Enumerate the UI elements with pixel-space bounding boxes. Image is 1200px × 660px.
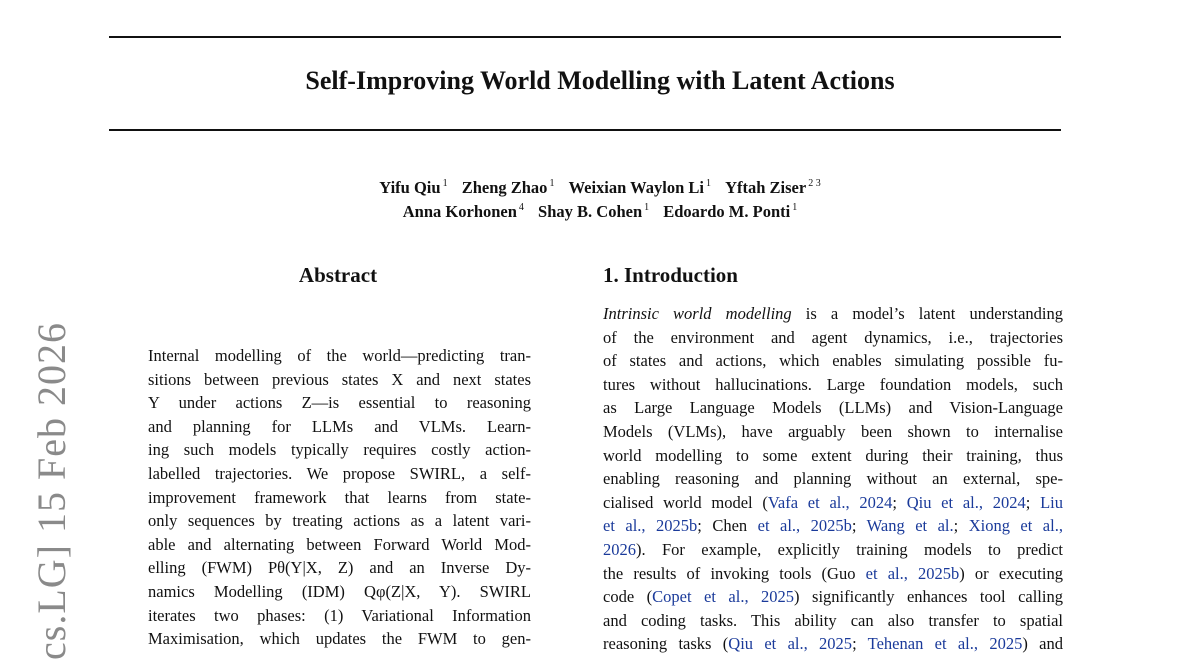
text-line: improvement framework that learns from state- (148, 487, 531, 507)
text-line: code (Copet et al., 2025) significantly enhances tool calling (603, 587, 1063, 607)
authors-line-1 (0, 174, 1200, 198)
text-line: Intrinsic world modelling is a model’s latent understanding (603, 304, 1063, 323)
text-line: et al., 2025b; Chen et al., 2025b; Wang et al.; Xiong et al., (603, 516, 1063, 536)
text-line: ing such models typically requires costly action- (148, 440, 531, 460)
author-affiliation: 1 (549, 178, 555, 189)
text-line: 2026). For example, explicitly training models to predict (603, 539, 1063, 559)
author (569, 178, 711, 197)
introduction-heading: 1. Introduction (603, 263, 738, 287)
text-line: reasoning tasks (Qiu et al., 2025; Tehenan et al., 2025) and (603, 634, 1063, 654)
text-line: sitions between previous states X and next states (148, 369, 531, 389)
text-line: of states and actions, which enables simulating possible fu- (603, 351, 1063, 371)
author-affiliation: 1 (644, 202, 650, 213)
author-name: Yftah Ziser (725, 177, 807, 197)
author-affiliation: 2 3 (808, 178, 821, 189)
text-line: and planning for LLMs and VLMs. Learn- (148, 416, 531, 436)
author-name: Yifu Qiu (379, 177, 441, 197)
text-line: iterates two phases: (1) Variational Information (148, 605, 531, 625)
abstract-body (148, 344, 531, 651)
text-line: namics Modelling (IDM) Qφ(Z|X, Y). SWIRL (148, 581, 531, 601)
author (403, 202, 524, 221)
text-line: Models (VLMs), have arguably been shown to internalise (603, 421, 1063, 441)
author-name: Weixian Waylon Li (568, 177, 704, 197)
text-line: the results of invoking tools (Guo et al., 2025b) or executing (603, 563, 1063, 583)
arxiv-side-label: cs.LG] 15 Feb 2026 (29, 322, 74, 660)
author-affiliation: 1 (792, 202, 798, 213)
author-affiliation: 4 (518, 202, 524, 213)
author (538, 202, 649, 221)
text-line: Maximisation, which updates the FWM to gen- (148, 629, 531, 649)
author (663, 202, 797, 221)
author (725, 178, 821, 197)
text-line: tures without hallucinations. Large foundation models, such (603, 374, 1063, 394)
text-line: labelled trajectories. We propose SWIRL, a self- (148, 463, 531, 483)
author-name: Shay B. Cohen (538, 201, 643, 221)
author-name: Edoardo M. Ponti (663, 201, 791, 221)
author (462, 178, 555, 197)
text-line: able and alternating between Forward World Mod- (148, 534, 531, 554)
text-line: Y under actions Z—is essential to reasoning (148, 393, 531, 413)
text-line: cialised world model (Vafa et al., 2024; Qiu et al., 2024; Liu (603, 492, 1063, 512)
text-line: as Large Language Models (LLMs) and Vision-Language (603, 398, 1063, 418)
authors-line-2 (0, 198, 1200, 222)
author (379, 178, 447, 197)
paper-title: Self-Improving World Modelling with Latent Actions (305, 66, 895, 95)
author-name: Zheng Zhao (461, 177, 548, 197)
introduction-body (603, 302, 1063, 656)
text-line: elling (FWM) Pθ(Y|X, Z) and an Inverse Dy- (148, 558, 531, 578)
author-name: Anna Korhonen (402, 201, 517, 221)
title-rule-top (109, 36, 1061, 38)
text-line: Internal modelling of the world—predicting tran- (148, 346, 531, 365)
text-line: enabling reasoning and planning without an external, spe- (603, 469, 1063, 489)
title-rule-bottom (109, 129, 1061, 131)
text-line: and coding tasks. This ability can also transfer to spatial (603, 610, 1063, 630)
text-line: only sequences by treating actions as a latent vari- (148, 511, 531, 531)
author-affiliation: 1 (442, 178, 448, 189)
text-line: of the environment and agent dynamics, i.e., trajectories (603, 327, 1063, 347)
abstract-heading: Abstract (298, 263, 378, 287)
text-line: world modelling to some extent during their training, thus (603, 445, 1063, 465)
author-affiliation: 1 (705, 178, 711, 189)
